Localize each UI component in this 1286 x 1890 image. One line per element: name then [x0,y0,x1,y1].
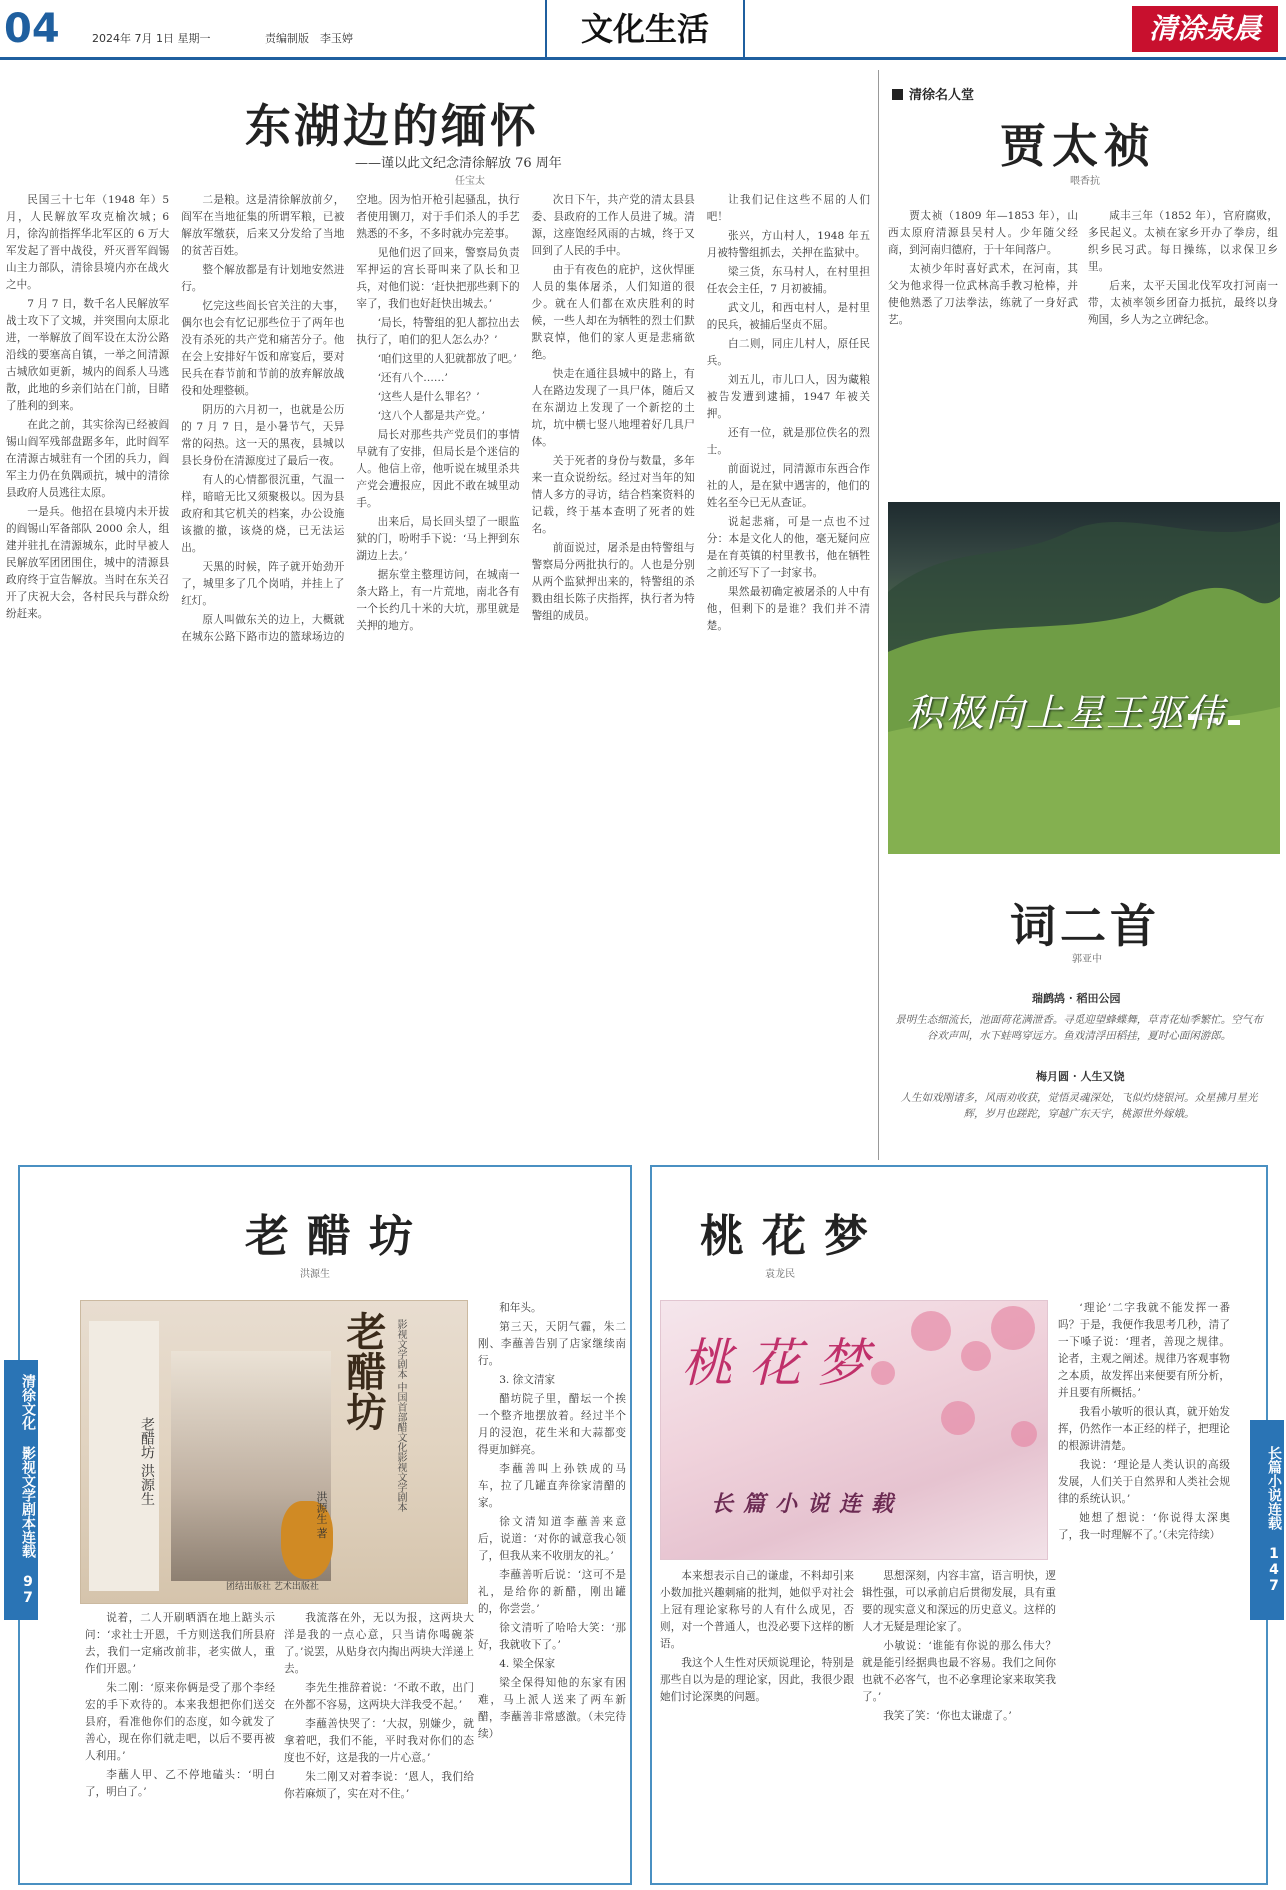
blossom-icon [941,1401,975,1435]
paragraph: 我看小敏听的很认真，就开始发挥，仍然作一本正经的样子，把理论的根源讲清楚。 [1058,1406,1230,1452]
serial-right-title: 桃花梦 [700,1211,886,1262]
paragraph: 后来，太平天国北伐军攻打河南一带，太祯率领乡团奋力抵抗，最终以身殉国，乡人为之立碑纪念。 [1088,280,1278,326]
landscape-scene [888,502,1280,854]
newspaper-logo: 清涂泉晨 [1132,6,1278,52]
paragraph: 由于有夜色的庇护，这伙悍匪人员的集体屠杀，人们知道的很少。就在人们都在欢庆胜利的时候，一些人却在为牺牲的烈士们默默哀悼，他们的家人更是悲痛欲绝。 [531,264,695,361]
poem-2-title: 梅月圆 · 人生又饶 [1036,1070,1125,1083]
lead-article-subtitle: ——谨以此文纪念清徐解放 76 周年 [355,156,562,171]
page-number: 04 [4,6,60,52]
serial-right-column-3 [1058,1300,1230,1880]
paragraph: 刘五儿，市儿口人，因为藏粮被告发遭到逮捕，1947 年被关押。 [706,374,870,420]
paragraph: 出来后，局长回头望了一眼监狱的门，吩咐手下说：‘马上押到东湖边上去。’ [356,516,520,562]
paragraph: 阴历的六月初一，也就是公历的 7 月 7 日，是小暑节气，天异常的闷热。这一天的黑夜，县城以县长身份在清源度过了最后一夜。 [181,404,345,467]
lead-article-title: 东湖边的缅怀 [245,99,539,153]
paragraph: 在此之前，其实徐沟已经被阎锡山阎军残部盘踞多年，此时阎军在清源古城驻有一个团的兵力，阎军主力仍在负隅顽抗，城中的清徐县政府人员逃往太原。 [6,419,170,499]
paragraph: 梁全保得知他的东家有困难，马上派人送来了两车新醋，李蘸善非常感激。（未完待续） [478,1677,626,1740]
paragraph: ‘这八个人都是共产党。’ [377,410,485,422]
paragraph: 白二则，同庄儿村人，原任民兵。 [706,338,870,367]
paragraph: 前面说过，屠杀是由特警组与警察局分两批执行的。人也是分别从两个监狱押出来的，特警组的杀戮由组长陈子庆指挥，执行者为特警组的成员。 [531,542,695,622]
poem-1-title: 瑞鹧鸪 · 稻田公园 [1032,992,1121,1005]
paragraph: 第三天，天阴气霾，朱二刚、李蘸善告别了店家继续南行。 [478,1321,626,1367]
paragraph: 关于死者的身份与数量，多年来一直众说纷纭。经过对当年的知情人多方的寻访，结合档案资料的记载，终于基本查明了死者的姓名。 [531,455,695,535]
paragraph: 梁三货，东马村人，在村里担任农会主任，7 月初被捕。 [706,266,870,295]
paragraph: 朱二刚：‘原来你俩是受了那个李经宏的手下欢待的。本来我想把你们送交县府，看准他你们的态度，如今就发了善心，现在你们就走吧，以后不要再被人利用。’ [85,1682,275,1762]
paragraph: ‘理论’二字我就不能发挥一番吗？于是，我便作我思考几秒，清了一下嗓子说：‘理者，善现之规律。论者，主观之阐述。规律乃客观事物之本质，故发挥出来便要有所分析，并且要有所概括。’ [1058,1302,1230,1399]
paragraph: 快走在通往县城中的路上，有人在路边发现了一具尸体，随后又在东湖边上发现了一个新挖的土坑，坑中横七竖八地埋着好几具尸体。 [531,368,695,448]
issue-date: 2024年 7月 1日 星期一 [92,32,211,45]
book-spine-text: 老醋坊 洪源生 [89,1321,159,1591]
serial-left-title: 老醋坊 [245,1211,431,1262]
tent-icon [1228,720,1240,725]
peach-blossom-image [660,1300,1048,1560]
column-tag [892,84,974,103]
paragraph: 忆完这些阎长官关注的大事，偶尔也会有忆记那些位于了两年也没有杀死的共产党和痛苦分子。他在会上安排好午饭和席宴后，要对民兵在春节前和节前的放弃解放战役和处理整顿。 [181,300,345,397]
serial-right-column-2 [862,1568,1056,1878]
paragraph: 民国三十七年（1948 年）5 月，人民解放军攻克榆次城；6 月，徐沟前指挥华北军区的 6 万大军发起了晋中战役，歼灭晋军阎锡山主力部队，清徐县境内亦在战火之中。 [6,194,170,291]
paragraph: 整个解放都是有计划地安然进行。 [181,264,345,293]
paragraph: 局长对那些共产党员们的事情早就有了安排，但局长是个迷信的人。他信上帝，他听说在城里杀共产党会遭报应，因此不敢在城里动手。 [356,429,520,509]
paragraph: 小敏说：‘谁能有你说的那么伟大？就是能引经据典也最不容易。我们之间你也就不必客气，也不必拿理论家来取笑我了。’ [862,1640,1056,1703]
column-divider [878,70,879,1160]
poems-title: 词二首 [1010,899,1160,953]
serial-left-author: 洪源生 [300,1269,330,1280]
paragraph: 天黑的时候，阵子就开始劲开了，城里多了几个岗哨，并挂上了红灯。 [181,561,345,607]
blossom-icon [961,1341,991,1371]
paragraph: 李蘸善叫上孙铁成的马车，拉了几罐直奔徐家清醋的家。 [478,1463,626,1509]
paragraph: 本来想表示自己的谦虚，不料却引来小数加批兴趣刺痛的批判，她似乎对社会上冠有理论家称号的人有什么成见，否则，对一个普通人，也没必要下这样的断语。 [660,1570,854,1650]
book-author: 洪源生 著 [315,1491,328,1539]
column-tag-label: 清徐名人堂 [909,88,975,103]
paragraph: 果然最初确定被屠杀的人中有他，但剩下的是谁？我们并不清楚。 [706,586,870,632]
paragraph: 3. 徐文清家 [499,1374,556,1386]
serial-right-author: 袁龙民 [765,1269,795,1280]
blossom-icon [911,1311,951,1351]
paragraph: 醋坊院子里，醋坛一个挨一个整齐地摆放着。经过半个月的浸泡，花生米和大蒜都变得更加鲜亮。 [478,1393,626,1456]
paragraph: 我笑了笑：‘你也太谦虚了。’ [883,1710,1012,1722]
editor-credit: 责编制版 李玉婷 [265,32,353,45]
paragraph: 和年头。 [499,1302,542,1314]
paragraph: 次日下午，共产党的清太县县委、县政府的工作人员进了城。清源，这座饱经风雨的古城，终于又回到了人民的手中。 [531,194,695,257]
square-bullet-icon [892,89,903,100]
paragraph: ‘咱们这里的人犯就都放了吧。’ [377,353,517,365]
paragraph: 说起悲痛，可是一点也不过分：本是文化人的他，毫无疑问应是在育英镇的村里教书，他在牺牲之前还写下了一封家书。 [706,516,870,579]
book-subtitle: 影视文学剧本 中国首部醋文化影视文学剧本 [395,1319,406,1513]
paragraph: 徐文清听了哈哈大笑：‘那好，我就收下了。’ [478,1622,626,1651]
paragraph: ‘还有八个……’ [377,372,448,384]
paragraph: 太祯少年时喜好武术，在河南，其父为他求得一位武林高手教习枪棒，并使他熟悉了刀法拳法，练就了一身好武艺。 [888,263,1078,326]
paragraph: 朱二刚又对着李说：‘恩人，我们给你若麻烦了，实在对不住。’ [284,1771,474,1800]
paragraph: 咸丰三年（1852 年），官府腐败，多民起义。太祯在家乡开办了拳房，组织乡民习武。每日操练，以求保卫乡里。 [1088,210,1278,273]
landscape-photo [888,502,1280,854]
paragraph: 李蘸人甲、乙不停地磕头：‘明白了，明白了。’ [85,1769,275,1798]
book-main-title: 老醋坊 [340,1311,387,1431]
poem-2-body: 人生如戏刚诸多，风雨劝收获，觉悟灵魂深处，飞似灼烧银河。众星拂月星光辉，岁月也蹉跎，穿越广东天宇，桃源世外嫁娥。 [900,1092,1258,1120]
paragraph: 我这个人生性对厌烦说理论，特别是那些自以为是的理论家，因此，我很少跟她们讨论深奥的问题。 [660,1657,854,1703]
paragraph: 4. 梁全保家 [499,1658,556,1670]
paragraph: 张兴，方山村人，1948 年五月被特警组抓去，关押在监狱中。 [706,230,870,259]
blossom-icon [991,1306,1035,1350]
paragraph: 我流落在外，无以为报，这两块大洋是我的一点心意，只当请你喝碗茶了。’说罢，从贴身衣内掏出两块大洋递上去。 [284,1612,474,1675]
paragraph: 贾太祯（1809 年—1853 年），山西太原府清源县吴村人。少年随父经商，到河南归德府，于十年间落户。 [888,210,1078,256]
book-publisher: 团结出版社 艺术出版社 [226,1582,319,1592]
paragraph: 她想了想说：‘你说得太深奥了，我一时理解不了。’（未完待续） [1058,1512,1230,1541]
section-title: 文化生活 [545,0,745,58]
peach-image-title: 桃花梦 [681,1334,886,1394]
paragraph: 原人叫做东关的边上，大概就在城东公路下路市边的篮球场边的空地。因为怕开枪引起骚乱，执行者使用铡刀，对于手们杀人的手艺熟悉的不多，不多时就办完差事。 [181,194,520,643]
serial-left-side-tab: 清徐文化 影视文学剧本连载 97 [4,1360,38,1620]
paragraph: ‘局长，特警组的犯人都拉出去执行了，咱们的犯人怎么办？’ [356,317,520,346]
paragraph: 让我们记住这些不屈的人们吧！ [706,194,870,223]
paragraph: 说着，二人开刷晒酒在地上踮头示问：‘求社士开恩，千方则送我们所县府去，我们一定痛改前非，老实做人，重作们开恩。’ [85,1612,275,1675]
blossom-icon [1011,1421,1037,1447]
profile-body [888,208,1278,488]
paragraph: 7 月 7 日，数千名人民解放军战士攻下了文城，并突围向太原北进，一举解放了阎军设在太汾公路沿线的要塞高自镇，一举之间清源古城欣如更新，城内的阎系人马逃散，此地的乡亲们站在门前，目睹了胜利的到来。 [6,298,170,412]
paragraph: 我说：‘理论是人类认识的高级发展，人们关于自然界和人类社会规律的系统认识。’ [1058,1459,1230,1505]
paragraph: ‘这些人是什么罪名？’ [377,391,480,403]
paragraph: 李蘸善快哭了：‘大叔，别嫌少，就拿着吧，我们不能，平时我对你们的态度也不好，这是我的一片心意。’ [284,1718,474,1764]
serial-left-column-3 [478,1300,626,1880]
paragraph: 李蘸善听后说：‘这可不是礼，是给你的新醋，刚出罐的，你尝尝。’ [478,1569,626,1615]
poems-author: 郭亚中 [1072,954,1102,965]
paragraph: 李先生推辞着说：‘不敢不敢，出门在外都不容易，这两块大洋我受不起。’ [284,1682,474,1711]
paragraph: 还有一位，就是那位佚名的烈士。 [706,427,870,456]
serial-right-column-1 [660,1568,854,1878]
paragraph: 思想深刻，内容丰富，语言明快，逻辑性强，可以承前启后贯彻发展，具有重要的现实意义和深远的历史意义。这样的人才无疑是理论家了。 [862,1570,1056,1633]
poem-1-body: 景明生态细流长，池面荷花满泄香。寻觅迎望蜂蝶舞，草青花灿季繁忙。空气布谷欢声叫，水下蛙鸣穿远方。鱼戏清浮田稻挂，夏时心面闲游郎。 [895,1014,1263,1042]
paragraph: 有人的心情都很沉重，气温一样，暗暗无比又须聚极以。因为县政府和其它机关的档案，办公设施该撤的撤，该烧的烧，已无法运出。 [181,474,345,554]
photo-calligraphy: 积极向上星王驱伟 [906,691,1227,735]
book-cover-image [80,1300,468,1604]
paragraph: 一是兵。他招在县境内未开拔的阎锡山军备部队 2000 余人，组建并驻扎在清源城东，此时早被人民解放军团团围住，城中的清源县政府终于宣告解放。当时在东关召开了庆祝大会，各村民兵与群众纷纷赶来。 [6,506,170,620]
serial-left-column-2 [284,1610,474,1880]
peach-image-subtitle: 长篇小说连载 [711,1492,904,1517]
profile-title: 贾太祯 [1000,119,1156,173]
serial-right-side-tab: 长篇小说连载 147 [1250,1420,1284,1620]
paragraph: 武文儿，和西屯村人，是村里的民兵，被捕后坚贞不屈。 [706,302,870,331]
profile-author: 喂香抗 [1070,176,1100,187]
paragraph: 徐文清知道李蘸善来意后，说道：‘对你的诚意我心领了，但我从来不收朋友的礼。’ [478,1516,626,1562]
lead-article-body [0,192,870,1152]
paragraph: 二是粮。这是清徐解放前夕，阎军在当地征集的所谓军粮，已被解放军缴获，后来又分发给了当地的贫苦百姓。 [181,194,345,257]
paragraph: 前面说过，同清源市东西合作社的人，是在狱中遇害的，他们的姓名至今已无从查证。 [706,463,870,509]
paragraph: 见他们迟了回来，警察局负责军押运的宫长哥叫来了队长和卫兵，对他们说：‘赶快把那些剩下的宰了，我们也好赶快出城去。’ [356,247,520,310]
paragraph: 据东堂主整理访问，在城南一条大路上，有一片荒地，南北各有一个长约几十米的大坑，那里就是关押的地方。 [356,569,520,632]
serial-left-column-1 [85,1610,275,1880]
lead-article-author: 任宝太 [455,176,485,187]
masthead-bar [0,0,1286,60]
